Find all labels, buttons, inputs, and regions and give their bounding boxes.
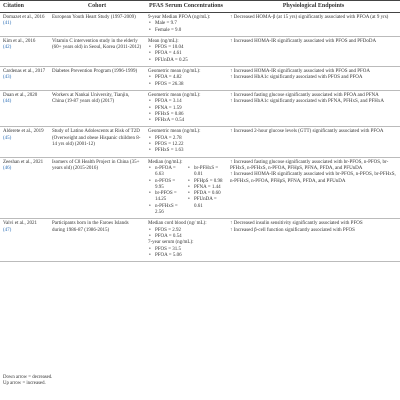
- cohort-cell: Study of Latino Adolescents at Risk of T2D (Overweight and obese Hispanic children 8-14 yrs old) (2001-12): [49, 127, 145, 157]
- citation-link[interactable]: (47): [3, 227, 12, 233]
- cohort-cell: Vitamin C intervention study in the elderly (60+ years old) in Seoul, Korea (2011-2012): [49, 36, 145, 66]
- table-row: [0, 36, 400, 66]
- header-cohort: Cohort: [49, 1, 145, 13]
- cohort-cell: European Youth Heart Study (1997-2009): [49, 13, 145, 37]
- citation-name: Domazet et al., 2016: [3, 15, 45, 20]
- pfas-value: • PFOS = 10.04: [148, 45, 224, 51]
- footnote: Down arrow = decreased.: [3, 375, 53, 380]
- table-row: [0, 219, 400, 262]
- citation-link[interactable]: (42): [3, 45, 12, 51]
- pfas-cell: [145, 13, 227, 37]
- pfas-value: • PFOS = 26.38: [148, 82, 224, 88]
- pfas-value: • PFOA = 0.54: [148, 234, 224, 240]
- citation-cell: [0, 90, 49, 126]
- pfas-value: • br-PFHxS = 0.01: [187, 166, 224, 179]
- pfas-value: • br-PFOS = 14.25: [148, 191, 185, 204]
- endpoints-cell: [227, 127, 400, 157]
- citation-link[interactable]: (41): [3, 21, 12, 27]
- citation-name: Valvi et al., 2021: [3, 221, 38, 227]
- pfas-value: • PFOA = 3.14: [148, 99, 224, 105]
- pfas-value: • PFHxS = 1.63: [148, 148, 224, 154]
- endpoint-text: ↑ Increased fasting glucose significantly associated with PFOA and PFNA: [230, 92, 379, 98]
- header-endpoints: Physiological Endpoints: [227, 1, 400, 13]
- endpoints-cell: [227, 219, 400, 262]
- pfas-value: • n-PFOS = 9.95: [148, 179, 185, 192]
- citation-cell: [0, 127, 49, 157]
- endpoint-text: ↑ Increased HOMA-IR significantly associated with PFOS and PFOA: [230, 69, 370, 75]
- citation-cell: [0, 67, 49, 91]
- endpoints-cell: [227, 13, 400, 37]
- header-citation: Citation: [0, 1, 49, 13]
- citation-cell: [0, 219, 49, 262]
- pfas-value: • Female = 9.0: [148, 28, 224, 34]
- citation-cell: [0, 36, 49, 66]
- citation-link[interactable]: (46): [3, 165, 12, 171]
- pfas-value: • PFOA = 2.78: [148, 136, 224, 142]
- endpoint-text: ↑ Increased HOMA-IR significantly associated with br-PFOS, n-PFOS, br-PFHxS, n-PFHxS, n-PFOA, PFHpS, PFNA, PFDA, and PFUnDA: [230, 172, 396, 184]
- pfas-value: • PFOS = 2.92: [148, 228, 224, 234]
- cohort-cell: Diabetes Prevention Program (1996-1999): [49, 67, 145, 91]
- table-row: [0, 90, 400, 126]
- footnote: Up arrow = increased.: [3, 381, 46, 386]
- pfas-left-col: [148, 166, 185, 216]
- pfas-cell: [145, 67, 227, 91]
- pfas-heading: Geometric mean (ng/mL):: [148, 69, 201, 75]
- pfas-split: [148, 166, 224, 216]
- table-row: [0, 157, 400, 219]
- pfas-value: • PFOS = 31.5: [148, 247, 224, 253]
- pfas-heading: 7-year serum (ng/mL):: [148, 240, 194, 246]
- endpoints-cell: [227, 157, 400, 219]
- endpoint-text: ↑ Decreased HOMA-β (at 15 yrs) significantly associated with PFOA (at 9 yrs): [230, 15, 389, 20]
- pfas-heading: Median (ng/mL):: [148, 159, 183, 165]
- endpoints-cell: [227, 36, 400, 66]
- pfas-value: • PFHpS = 0.98: [187, 179, 224, 185]
- pfas-value: • n-PFOA = 6.63: [148, 166, 185, 179]
- endpoint-text: ↑ Increased HbA1c significantly associated with PFOS and PFOA: [230, 75, 363, 81]
- pfas-value: • PFDA = 0.60: [187, 191, 224, 197]
- endpoint-text: ↑ Increased HOMA-IR significantly associated with PFOS and PFDoDA: [230, 38, 377, 44]
- endpoint-text: ↑ Increased fasting glucose significantly associated with br-PFOS, n-PFOS, br-PFHxS, n-PFHxS, n-PFOA, PFHpS, PFNA, PFDA, and PFUnDA: [230, 159, 389, 171]
- endpoint-text: ↑ Increased β-cell function significantly associated with PFOS: [230, 227, 355, 233]
- pfas-heading: Geometric mean (ng/mL):: [148, 92, 201, 98]
- cohort-cell: Participants born in the Faroes Islands during 1986-87 (1986-2015): [49, 219, 145, 262]
- citation-link[interactable]: (43): [3, 75, 12, 81]
- pfas-value: • PFUnDA = 0.25: [148, 58, 224, 64]
- citation-cell: [0, 157, 49, 219]
- endpoint-text: ↑ Increased 2-hour glucose levels (GTT) significantly associated with PFOA: [230, 129, 384, 135]
- table-row: [0, 67, 400, 91]
- pfas-value: • PFHxA = 0.54: [148, 118, 224, 124]
- citation-link[interactable]: (44): [3, 99, 12, 105]
- citation-name: Cardenas et al., 2017: [3, 69, 46, 75]
- endpoint-text: ↑ Increased HbA1c significantly associated with PFNA, PFHxS, and PFHxA: [230, 99, 385, 105]
- citation-name: Zeeshan et al., 2021: [3, 159, 44, 165]
- endpoints-cell: [227, 90, 400, 126]
- pfas-value: • PFUnDA = 0.61: [187, 197, 224, 210]
- pfas-cell: [145, 157, 227, 219]
- cohort-cell: Workers at Nankai University, Tianjin, China (19-87 years old) (2017): [49, 90, 145, 126]
- endpoints-cell: [227, 67, 400, 91]
- pfas-value: • PFOA = 4.61: [148, 51, 224, 57]
- table-header-row: [0, 1, 400, 13]
- pfas-value: • n-PFHxS = 2.56: [148, 204, 185, 217]
- citation-name: Duan et al., 2020: [3, 92, 38, 98]
- header-pfas: PFAS Serum Concentrations: [145, 1, 227, 13]
- cohort-cell: Isomers of C8 Health Project in China (35+ years old) (2015-2016): [49, 157, 145, 219]
- pfas-cell: [145, 90, 227, 126]
- pfas-cell: [145, 127, 227, 157]
- pfas-cell: [145, 36, 227, 66]
- pfas-heading: Mean (ng/mL):: [148, 38, 179, 44]
- citation-name: Alderete et al., 2019: [3, 129, 44, 135]
- table-row: [0, 127, 400, 157]
- pfas-cell: [145, 219, 227, 262]
- pfas-heading: Geometric mean (ng/mL):: [148, 129, 201, 135]
- pfas-heading: 9-year Median PFOA (ng/mL):: [148, 15, 211, 20]
- pfas-value: • PFNA = 1.59: [148, 106, 224, 112]
- citation-cell: [0, 13, 49, 37]
- pfas-heading: Median cord blood (ng/ mL):: [148, 221, 207, 227]
- pfas-value: • PFOA = 4.82: [148, 75, 224, 81]
- endpoint-text: ↑ Decreased insulin sensitivity significantly associated with PFOS: [230, 221, 363, 227]
- pfas-value: • PFOS = 12.22: [148, 142, 224, 148]
- pfas-value: • PFHxS = 0.86: [148, 112, 224, 118]
- citation-link[interactable]: (45): [3, 135, 12, 141]
- pfas-value: • Male = 9.7: [148, 21, 224, 27]
- table-row: [0, 13, 400, 37]
- pfas-value: • PFOA = 5.06: [148, 253, 224, 259]
- citation-name: Kim et al., 2016: [3, 38, 36, 44]
- pfas-right-col: [187, 166, 224, 216]
- table-footnotes: [3, 375, 52, 387]
- pfas-value: • PFNA = 1.44: [187, 185, 224, 191]
